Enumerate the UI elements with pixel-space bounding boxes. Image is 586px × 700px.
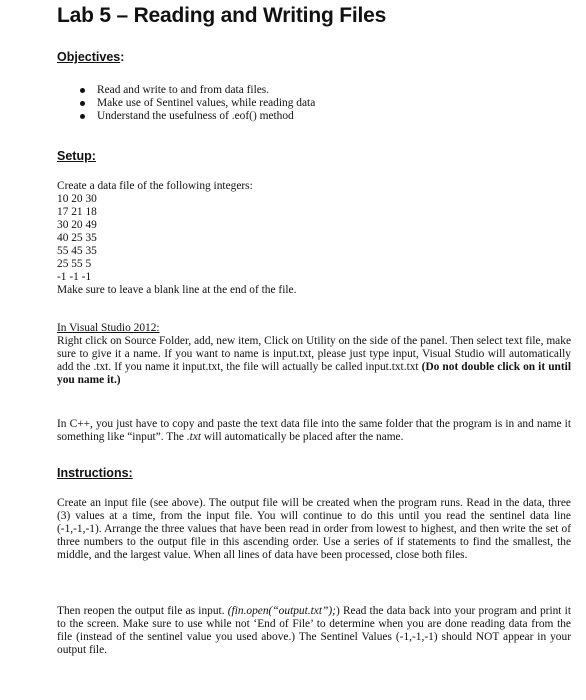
data-line: 25 55 5 (57, 258, 92, 270)
cpp-paragraph (57, 418, 571, 444)
reopen-text: Then reopen the output file as input. (57, 605, 228, 617)
objective-item (57, 110, 557, 123)
data-line: 55 45 35 (57, 245, 97, 257)
setup-data-block (57, 180, 571, 297)
cpp-extension: .txt (186, 431, 202, 443)
bullet-icon (80, 114, 85, 119)
objectives-heading (57, 50, 124, 64)
page-title: Lab 5 – Reading and Writing Files (57, 4, 387, 27)
visual-studio-warning: (Do not double click on it until you name it.) (57, 361, 571, 386)
setup-heading: Setup: (57, 149, 96, 163)
setup-note: Make sure to leave a blank line at the end of the file. (57, 284, 297, 296)
data-line: 40 25 35 (57, 232, 97, 244)
cpp-text-end: will automatically be placed after the name. (201, 431, 404, 443)
objective-item (57, 84, 557, 97)
instructions-text-2 (57, 605, 571, 657)
data-line: -1 -1 -1 (57, 271, 92, 283)
data-line: 10 20 30 (57, 193, 97, 205)
objective-text: Make use of Sentinel values, while reading data (97, 97, 316, 109)
objectives-list (57, 84, 557, 123)
instructions-heading: Instructions: (57, 466, 133, 480)
visual-studio-paragraph (57, 335, 571, 387)
instructions-paragraph-2 (57, 605, 571, 657)
visual-studio-heading: In Visual Studio 2012: (57, 322, 160, 334)
bullet-icon (80, 88, 85, 93)
code-snippet: (fin.open(“output.txt”); (227, 605, 336, 617)
objective-text: Understand the usefulness of .eof() method (97, 110, 294, 122)
reopen-text-end: ) Read the data back into your program and print it to the screen. Make sure to use while not ‘End of File’ to determine when you are done reading data from the file (instead of the sentinel value you used above.) The Sentinel Values (-1,-1,-1) should NOT appear in your output file. (57, 605, 571, 656)
visual-studio-text: Right click on Source Folder, add, new item, Click on Utility on the side of the panel. Then select text file, make sure to give it a name. If you want to name is input.txt, please just type input, Visual Studio will automatically add the .txt. If you name it input.txt, the file will actually be called input.txt.txt (57, 335, 571, 373)
cpp-section (57, 418, 571, 444)
objectives-heading-text: Objectives (57, 50, 121, 64)
bullet-icon (80, 101, 85, 106)
objective-text: Read and write to and from data files. (97, 84, 270, 96)
cpp-text: In C++, you just have to copy and paste the text data file into the same folder that the program is in and name it something like “input”. The (57, 418, 571, 443)
data-line: 17 21 18 (57, 206, 97, 218)
setup-intro: Create a data file of the following integers: (57, 180, 253, 192)
objective-item (57, 97, 557, 110)
data-line: 30 20 49 (57, 219, 97, 231)
instructions-text: Create an input file (see above). The output file will be created when the program runs. Read in the data, three (3) values at a time, from the input file. You will continue to do this until you read the sentinel data line (-1,-1,-1). Arrange the three values that have been read in order from lowest to highest, and then write the set of three numbers to the output file in this ascending order. Use a series of if statements to find the smallest, the middle, and the largest value. When all lines of data have been processed, close both files. (57, 497, 571, 561)
visual-studio-section (57, 322, 571, 387)
objectives-heading-colon: : (120, 50, 125, 64)
instructions-paragraph-1 (57, 497, 571, 562)
